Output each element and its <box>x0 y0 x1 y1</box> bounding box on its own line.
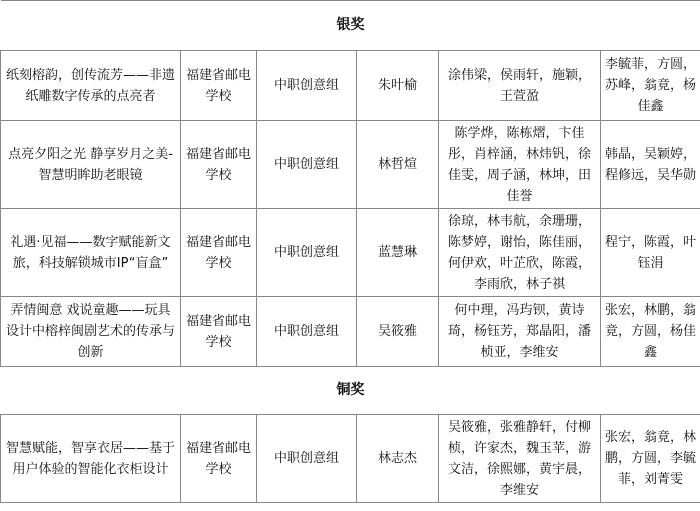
advisor-name: 吴筱雅 <box>357 297 439 367</box>
member-names: 涂伟梁，侯雨轩，施颖，王萱盈 <box>439 51 601 121</box>
table-row <box>1 51 700 121</box>
project-name: 纸刻榕韵，创传流芳——非遗纸雕数字传承的点亮者 <box>1 51 181 121</box>
teacher-names: 程宁，陈霞，叶钰涓 <box>601 209 700 297</box>
group-name: 中职创意组 <box>257 297 357 367</box>
table-row <box>1 209 700 297</box>
project-name: 点亮夕阳之光 静享岁月之美-智慧明眸助老眼镜 <box>1 121 181 209</box>
project-name: 智慧赋能，智享衣居——基于用户体验的智能化衣柜设计 <box>1 415 181 503</box>
table-row <box>1 415 700 503</box>
project-name: 礼遇·见福——数字赋能新文旅，科技解锁城市IP“盲盒” <box>1 209 181 297</box>
project-name: 弄情闽意 戏说童趣——玩具设计中榕梓闽剧艺术的传承与创新 <box>1 297 181 367</box>
member-names: 何中理，冯玙钡，黄诗琦，杨钰芳，郑晶阳，潘桢亚，李维安 <box>439 297 601 367</box>
group-name: 中职创意组 <box>257 51 357 121</box>
member-names: 徐琼，林韦航，余珊珊，陈梦婷，谢怡，陈佳丽，何伊欢，叶芷欣，陈霞，李雨欣，林子祺 <box>439 209 601 297</box>
teacher-names: 韩晶，吴颖婷，程修远，吴华勋 <box>601 121 700 209</box>
advisor-name: 朱叶榆 <box>357 51 439 121</box>
advisor-name: 林志杰 <box>357 415 439 503</box>
school-name: 福建省邮电学校 <box>181 297 257 367</box>
teacher-names: 李毓菲，方圆，苏峰，翁竟，杨佳鑫 <box>601 51 700 121</box>
advisor-name: 蓝慧琳 <box>357 209 439 297</box>
school-name: 福建省邮电学校 <box>181 121 257 209</box>
teacher-names: 张宏，翁竟，林鹏，方圆，李毓菲，刘菁雯 <box>601 415 700 503</box>
group-name: 中职创意组 <box>257 415 357 503</box>
table-row <box>1 121 700 209</box>
school-name: 福建省邮电学校 <box>181 415 257 503</box>
member-names: 吴筱雅，张雅静轩，付柳桢，许家杰，魏玉苹，游文洁，徐熙娜，黄宇晨，李维安 <box>439 415 601 503</box>
group-name: 中职创意组 <box>257 121 357 209</box>
advisor-name: 林哲煊 <box>357 121 439 209</box>
school-name: 福建省邮电学校 <box>181 209 257 297</box>
group-name: 中职创意组 <box>257 209 357 297</box>
teacher-names: 张宏，林鹏，翁竟，方圆，杨佳鑫 <box>601 297 700 367</box>
member-names: 陈学烨，陈栋熠，卞佳彤，肖梓涵，林炜钒，徐佳雯，周子涵，林坤，田佳誉 <box>439 121 601 209</box>
section-header-bronze <box>1 367 700 415</box>
section-title: 银奖 <box>1 1 700 51</box>
school-name: 福建省邮电学校 <box>181 51 257 121</box>
section-title: 铜奖 <box>1 367 700 415</box>
section-header-silver <box>1 1 700 51</box>
table-row <box>1 297 700 367</box>
